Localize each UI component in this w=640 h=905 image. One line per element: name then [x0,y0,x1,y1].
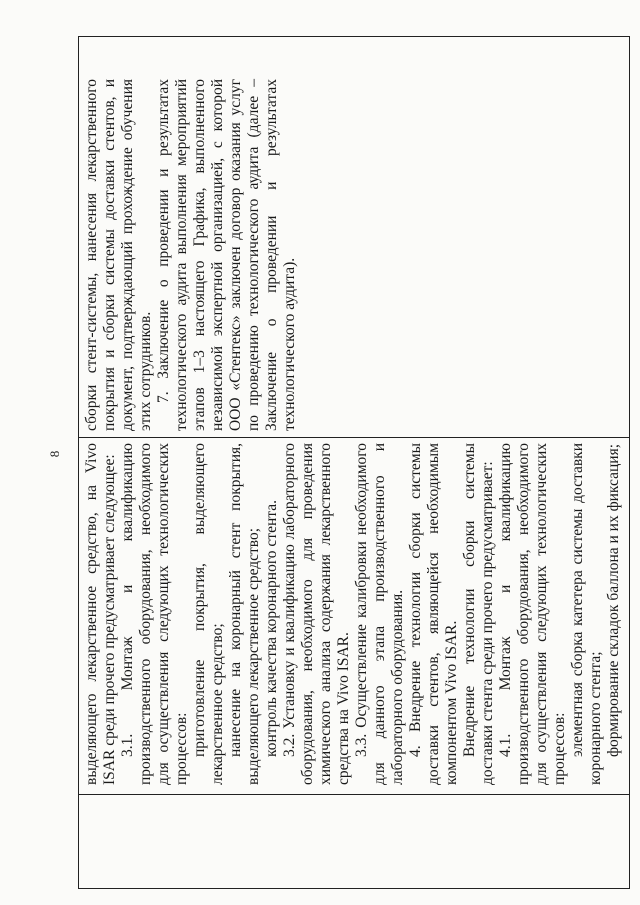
paragraph: выделяющего лекарственное средство, на Vivo ISAR среди прочего предусматривает следующее: [83,443,118,785]
page-number: 8 [47,450,62,458]
paragraph: 7. Заключение о проведении и результатах технологического аудита выполнения мероприятий этапов 1–3 настоящего Графика, выполненного независимой экспертной организацией, с которой ООО «Стентекс» заключен договор оказания услуг по проведению технологического аудита (далее – Заключение о проведении и результатах технологического аудита). [155,79,298,431]
paragraph: элементная сборка катетера системы доставки коронарного стента; [569,443,604,785]
paragraph: формирование складок баллона и их фиксация; [605,443,622,757]
table-cell-lower [82,439,628,789]
paragraph: сборки стент-системы, нанесения лекарственного покрытия и сборки системы доставки стентов, и документ, подтверждающий прохождение обучения этих сотрудников. [83,79,154,431]
table-frame [78,36,630,889]
column-divider-lower [79,794,629,795]
paragraph: Внедрение технологии сборки системы доставки стента среди прочего предусматривает: [461,443,496,785]
paragraph: 4. Внедрение технологии сборки системы доставки стентов, являющейся необходимым компонентом Vivo ISAR. [407,443,460,785]
paragraph: 3.3. Осуществление калибровки необходимого для данного этапа производственного и лабораторного оборудования. [353,443,406,785]
paragraph: нанесение на коронарный стент покрытия, выделяющего лекарственное средство; [227,443,262,785]
paragraph: 3.1. Монтаж и квалификацию производственного оборудования, необходимого для осуществления следующих технологических процессов: [119,443,190,785]
paragraph: 3.2. Установку и квалификацию лабораторного оборудования, необходимого для проведения химического анализа содержания лекарственного средства на Vivo ISAR. [281,443,352,785]
column-divider [79,437,629,438]
paragraph: приготовление покрытия, выделяющего лекарственное средство; [191,443,226,785]
paragraph: контроль качества коронарного стента. [263,500,280,757]
paragraph: 4.1. Монтаж и квалификацию производственного оборудования, необходимого для осуществления следующих технологических процессов: [497,443,568,785]
table-cell-upper [82,75,628,435]
